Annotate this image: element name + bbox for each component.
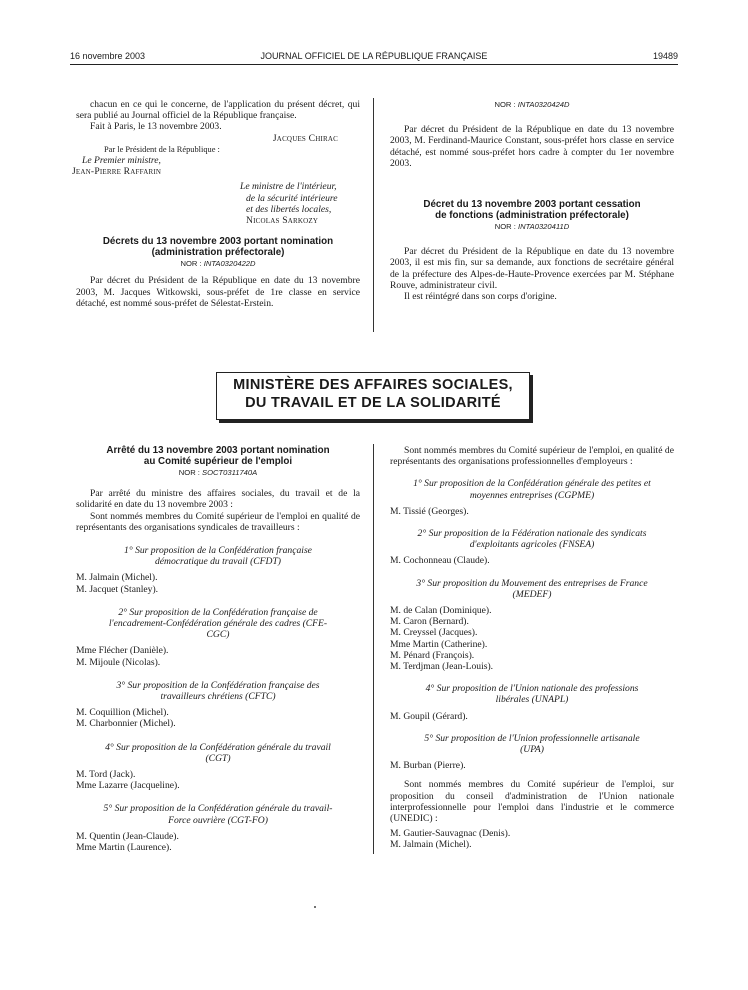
member-name: M. Jalmain (Michel). (76, 572, 158, 584)
employers-intro: Sont nommés membres du Comité supérieur de l'emploi, en qualité de représentants des organisations professionnelles d'employeurs : (390, 445, 674, 468)
nor-code: INTA0320424D (517, 100, 570, 109)
decree-title-line2: de fonctions (administration préfectorale) (435, 210, 629, 222)
minister-title-line2: de la sécurité intérieure (246, 192, 338, 204)
arrete-title-line1: Arrêté du 13 novembre 2003 portant nomination (106, 445, 330, 456)
nor-reference (76, 467, 360, 478)
nor-code: SOCT0311740A (202, 468, 258, 477)
member-name: M. de Calan (Dominique). (390, 605, 492, 617)
nor-reference (390, 99, 674, 110)
section-heading: 4° Sur proposition de l'Union nationale des professions libérales (UNAPL) (425, 683, 639, 706)
member-name: M. Creyssel (Jacques). (390, 627, 478, 639)
member-name: M. Gautier-Sauvagnac (Denis). (390, 828, 511, 840)
decree-paragraph: Par décret du Président de la République en date du 13 novembre 2003, il est mis fin, sur sa demande, aux fonctions de secrétaire général de la préfecture des Alpes-de-Haute-Provence exercées par M. Stéphane Rouve, administrateur civil. (390, 246, 674, 291)
premier-ministre-name: Jean-Pierre Raffarin (72, 166, 162, 178)
member-name: M. Mijoule (Nicolas). (76, 656, 161, 668)
column-divider-top (373, 98, 374, 332)
section-heading: 1° Sur proposition de la Confédération française démocratique du travail (CFDT) (124, 545, 312, 568)
member-list (76, 831, 360, 853)
bottom-right-column (390, 445, 674, 851)
member-name: Mme Martin (Catherine). (390, 638, 488, 650)
member-name: M. Coquillion (Michel). (76, 707, 169, 719)
member-name: M. Quentin (Jean-Claude). (76, 830, 179, 842)
header-date: 16 novembre 2003 (70, 51, 146, 61)
member-list (76, 707, 360, 729)
member-name: M. Cochonneau (Claude). (390, 555, 490, 567)
arrete-paragraph: Sont nommés membres du Comité supérieur de l'emploi en qualité de représentants des organisations syndicales de travailleurs : (76, 510, 360, 533)
employer-sections (390, 467, 674, 779)
minister-title-line3: et des libertés locales, (246, 203, 332, 215)
fait-a-paris: Fait à Paris, le 13 novembre 2003. (90, 121, 222, 133)
par-le-president: Par le Président de la République : (104, 144, 220, 154)
unedic-names (390, 828, 674, 850)
decree-closing-paragraph: chacun en ce qui le concerne, de l'application du présent décret, qui sera publié au Journal officiel de la République française. (76, 99, 360, 122)
section-heading: 5° Sur proposition de l'Union professionnelle artisanale (UPA) (424, 732, 640, 756)
section-heading: 3° Sur proposition du Mouvement des entreprises de France (MEDEF) (416, 577, 648, 600)
section-heading: 5° Sur proposition de la Confédération générale du travail-Force ouvrière (CGT-FO) (103, 803, 333, 826)
decree-title-line1: Décret du 13 novembre 2003 portant cessation (423, 199, 641, 211)
member-name: M. Burban (Pierre). (390, 760, 466, 772)
member-list (390, 506, 674, 517)
member-list (76, 769, 360, 791)
member-list (76, 645, 360, 667)
page-mark (314, 906, 316, 908)
top-right-column (390, 99, 674, 302)
nor-reference (76, 258, 360, 269)
member-name: M. Tissié (Georges). (390, 505, 469, 517)
member-name: Mme Martin (Laurence). (76, 842, 172, 854)
page-header (70, 51, 678, 63)
section-heading: 1° Sur proposition de la Confédération générale des petites et moyennes entreprises (CGPME) (413, 478, 651, 501)
member-name: M. Goupil (Gérard). (390, 710, 468, 722)
signatory-president: Jacques Chirac (272, 132, 338, 144)
section-heading: 2° Sur proposition de la Fédération nationale des syndicats d'exploitants agricoles (FNSEA) (417, 528, 647, 551)
column-divider-bottom (373, 444, 374, 854)
member-list (76, 572, 360, 594)
nor-label: NOR : (494, 100, 516, 109)
decree-title-line1: Décrets du 13 novembre 2003 portant nomination (102, 236, 334, 248)
member-name: M. Caron (Bernard). (390, 616, 469, 628)
member-name: Mme Flécher (Danièle). (76, 645, 169, 657)
premier-ministre-title: Le Premier ministre, (82, 155, 161, 167)
top-left-column (72, 99, 360, 309)
nor-code: INTA0320422D (203, 259, 256, 269)
unedic-paragraph: Sont nommés membres du Comité supérieur de l'emploi, sur proposition du conseil d'administration de l'Union nationale interprofessionnelle pour l'emploi dans l'industrie et le commerce (UNEDIC) : (390, 779, 674, 825)
decree-paragraph: Par décret du Président de la République en date du 13 novembre 2003, M. Jacques Witkowski, sous-préfet de 1re classe en service détaché, est nommé sous-préfet de Sélestat-Erstein. (76, 275, 360, 309)
member-list (390, 760, 674, 771)
member-name: M. Charbonnier (Michel). (76, 718, 176, 730)
member-name: Mme Lazarre (Jacqueline). (76, 780, 180, 792)
member-name: M. Tord (Jack). (76, 769, 136, 781)
member-name: M. Pénard (François). (390, 649, 475, 661)
decree-paragraph: Par décret du Président de la République en date du 13 novembre 2003, M. Ferdinand-Maurice Constant, sous-préfet hors classe en service détaché, est nommé sous-préfet hors cadre à compter du 1er novembre 2003. (390, 124, 674, 169)
nor-reference (390, 221, 674, 232)
member-name: M. Jalmain (Michel). (390, 839, 472, 851)
section-heading: 3° Sur proposition de la Confédération française des travailleurs chrétiens (CFTC) (116, 679, 320, 703)
ministry-heading-line2: DU TRAVAIL ET DE LA SOLIDARITÉ (245, 395, 501, 411)
nor-label: NOR : (180, 259, 202, 269)
decree-title-line2: (administration préfectorale) (151, 247, 285, 259)
minister-name: Nicolas Sarkozy (246, 215, 319, 227)
member-name: M. Terdjman (Jean-Louis). (390, 661, 494, 673)
decree-paragraph-reinstated: Il est réintégré dans son corps d'origine. (404, 291, 557, 303)
header-journal-title: JOURNAL OFFICIEL DE LA RÉPUBLIQUE FRANÇAISE (260, 51, 488, 61)
arrete-title-line2: au Comité supérieur de l'emploi (143, 456, 293, 467)
ministry-heading-box (216, 372, 530, 420)
member-list (390, 711, 674, 722)
arrete-paragraph: Par arrêté du ministre des affaires sociales, du travail et de la solidarité en date du 13 novembre 2003 : (76, 488, 360, 511)
header-page-number: 19489 (652, 51, 678, 61)
nor-label: NOR : (494, 222, 516, 232)
member-list (390, 605, 674, 672)
minister-title-line1: Le ministre de l'intérieur, (240, 181, 337, 193)
bottom-left-column (76, 445, 360, 853)
section-heading: 4° Sur proposition de la Confédération générale du travail (CGT) (105, 741, 331, 764)
nor-code: INTA0320411D (518, 222, 570, 232)
union-sections (76, 533, 360, 853)
ministry-heading-line1: MINISTÈRE DES AFFAIRES SOCIALES, (233, 377, 513, 393)
member-name: M. Jacquet (Stanley). (76, 583, 159, 595)
member-list (390, 555, 674, 566)
nor-label: NOR : (178, 468, 200, 477)
section-heading: 2° Sur proposition de la Confédération française de l'encadrement-Confédération générale des cadres (CFE-CGC) (108, 606, 328, 641)
header-rule (70, 64, 678, 65)
